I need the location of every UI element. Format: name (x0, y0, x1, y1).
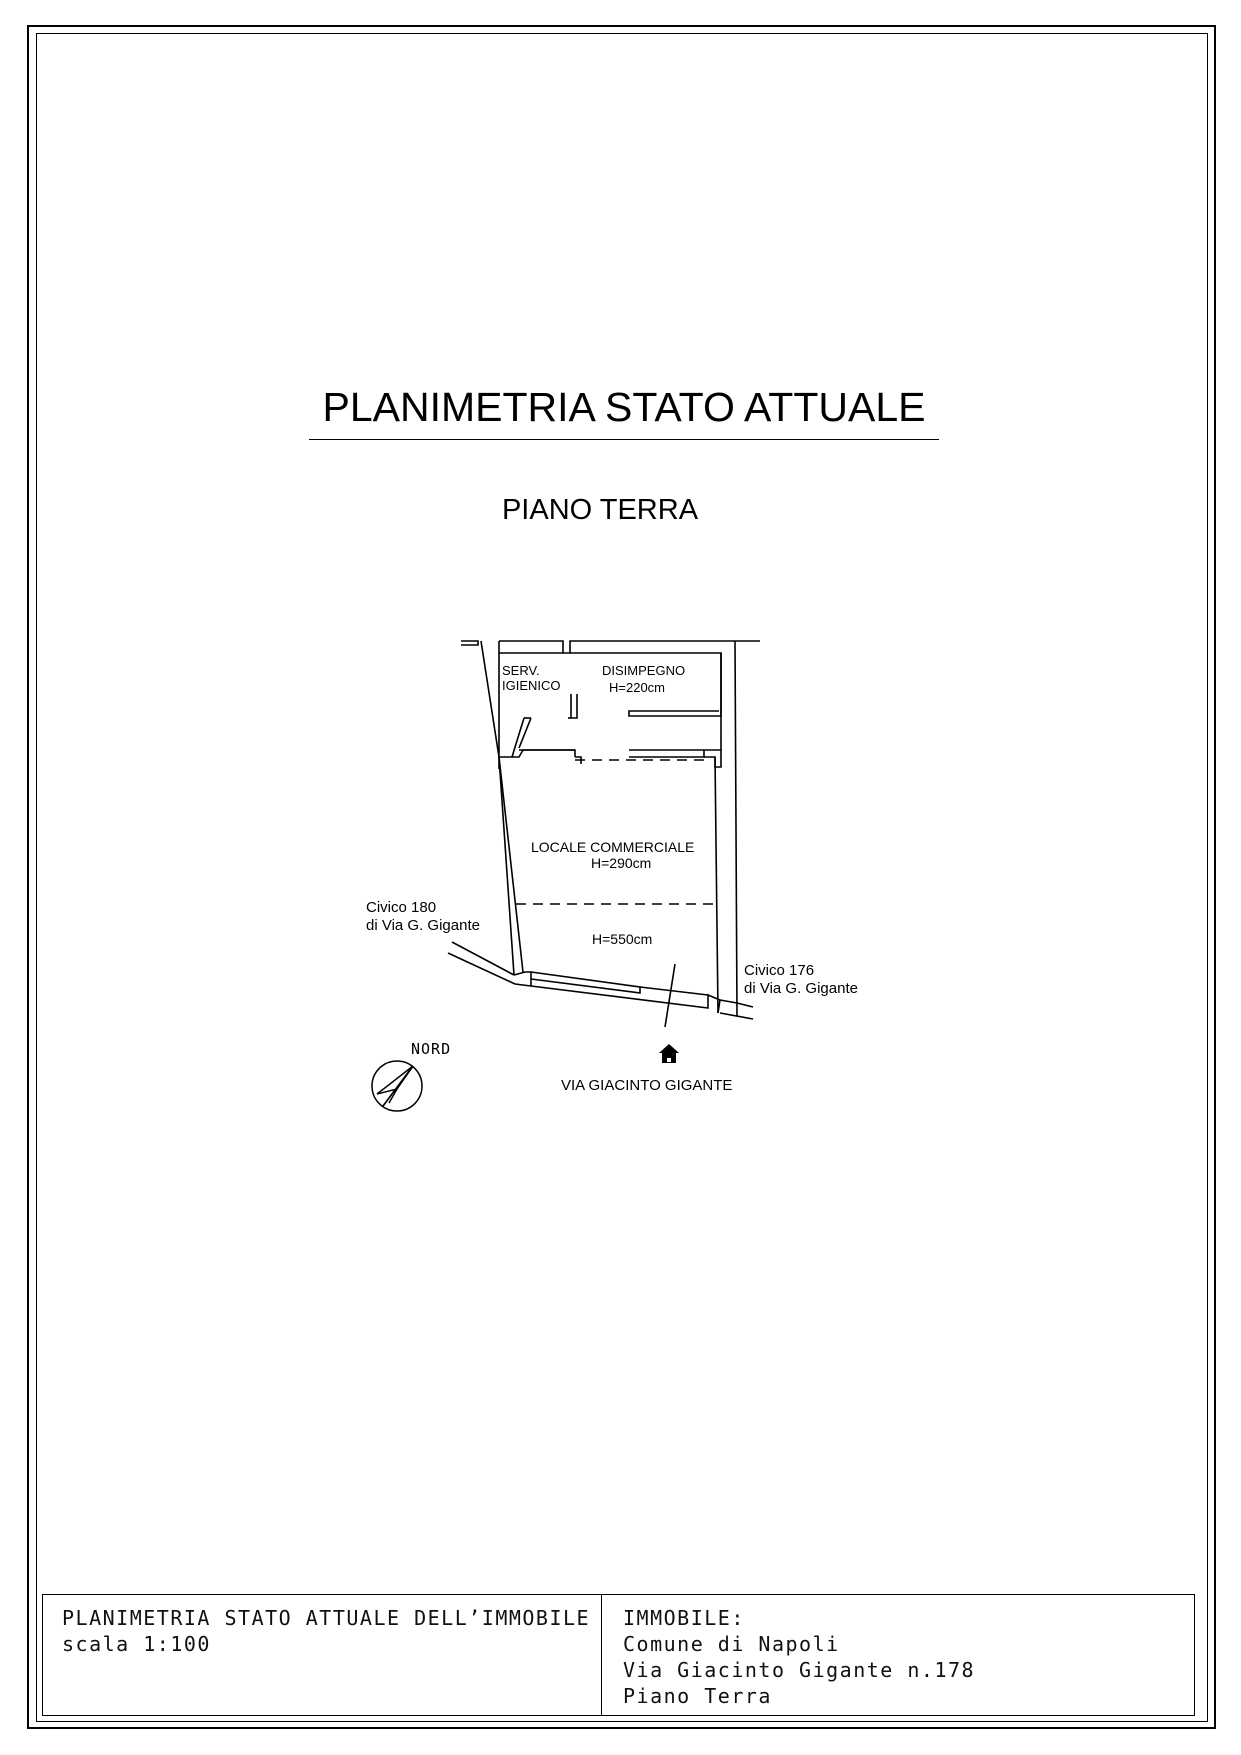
title-block-description: PLANIMETRIA STATO ATTUALE DELL’IMMOBILE (62, 1606, 591, 1630)
neighbor-left-line1: Civico 180 (366, 899, 437, 916)
room-label-serv-line2: IGIENICO (502, 678, 561, 693)
neighbor-right-line1: Civico 176 (744, 962, 815, 979)
floor-subtitle: PIANO TERRA (501, 494, 699, 526)
title-block-scale: scala 1:100 (62, 1632, 211, 1656)
title-block-municipality: Comune di Napoli (623, 1632, 840, 1656)
right-wall-outer (735, 641, 737, 1016)
wc-partition (571, 694, 577, 718)
disimpegno-lower-wall (629, 750, 721, 757)
neighbor-left-line2: di Via G. Gigante (366, 917, 480, 934)
north-label: NORD (411, 1040, 452, 1058)
north-compass (372, 1061, 422, 1111)
room-height-soppalco: H=550cm (592, 931, 653, 947)
wc-lower-wall (499, 750, 575, 757)
room-label-disimpegno: DISIMPEGNO (602, 663, 686, 678)
street-label: VIA GIACINTO GIGANTE (561, 1077, 733, 1094)
front-facade-outer (514, 972, 531, 986)
top-wall (499, 641, 740, 653)
title-block-floor: Piano Terra (623, 1684, 772, 1708)
left-boundary-line (461, 641, 478, 645)
title-block-address: Via Giacinto Gigante n.178 (623, 1658, 976, 1682)
front-facade-wall (531, 986, 720, 1013)
title-block-property-heading: IMMOBILE: (623, 1606, 745, 1630)
title-block-divider (601, 1594, 602, 1716)
room-height-disimpegno: H=220cm (609, 680, 665, 695)
room-label-serv-line1: SERV. (502, 663, 540, 678)
drawing-title: PLANIMETRIA STATO ATTUALE (322, 384, 926, 430)
room-height-locale: H=290cm (591, 855, 652, 871)
neighbor-right-line2: di Via G. Gigante (744, 980, 858, 997)
section-line (665, 964, 675, 1027)
entrance-arrow (659, 1044, 679, 1063)
room-label-locale: LOCALE COMMERCIALE (531, 839, 695, 855)
